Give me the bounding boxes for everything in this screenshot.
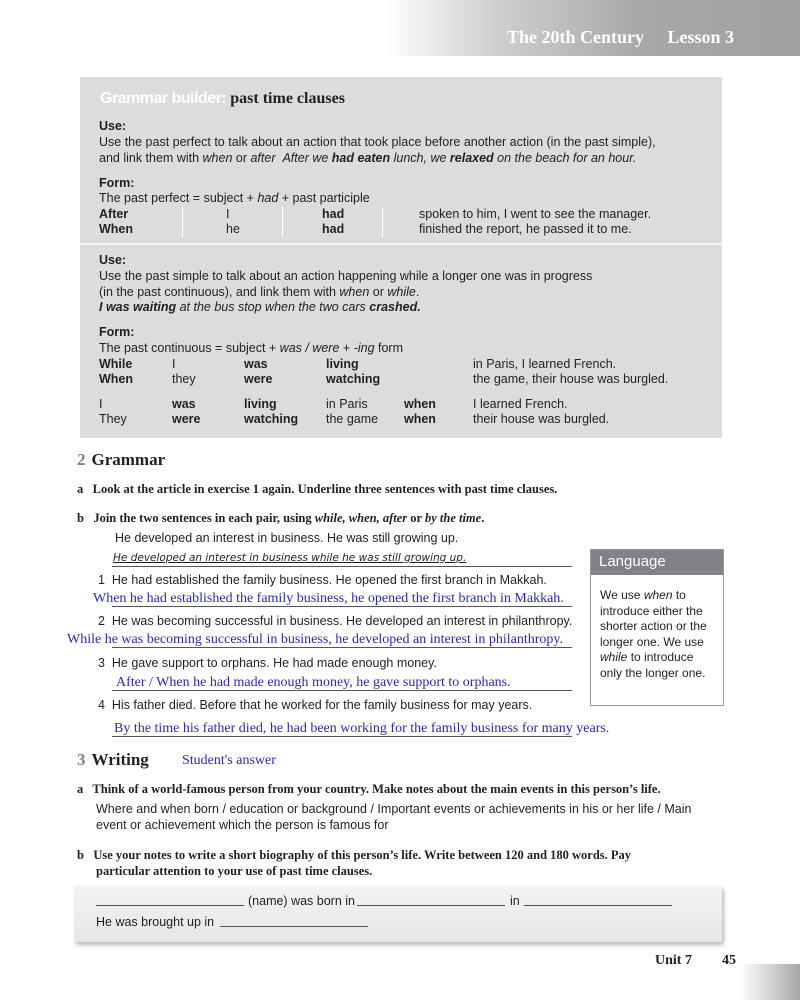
table-cell: were [172, 412, 201, 426]
use-text-2: (in the past continuous), and link them with when or while. [99, 285, 420, 299]
item-answer: After / When he had made enough money, he gave support to orphans. [116, 675, 511, 690]
item-answer: While he was becoming successful in business, he developed an interest in philanthropy. [67, 632, 563, 647]
table-cell: their house was burgled. [473, 412, 610, 426]
exercise-2b: b Join the two sentences in each pair, using while, when, after or by the time. [77, 511, 485, 525]
table-cell: I [172, 357, 176, 371]
form-text: The past continuous = subject + was / were + -ing form [99, 341, 403, 355]
table-cell: When [99, 372, 134, 386]
template-text: (name) was born in [248, 894, 355, 908]
use-text: Use the past simple to talk about an action happening while a longer one was in progress [99, 269, 593, 283]
table-cell: the game [326, 412, 379, 426]
table-cell: watching [326, 372, 381, 386]
grammar-builder-title: Grammar builder: past time clauses [100, 90, 345, 107]
blank-field[interactable] [220, 926, 368, 927]
table-cell: living [244, 397, 277, 411]
blank-field[interactable] [524, 905, 672, 906]
form-label: Form: [99, 176, 135, 190]
chapter-title: The 20th Century [506, 27, 644, 47]
student-answer-note: Student's answer [182, 753, 276, 768]
item-answer: By the time his father died, he had been working for the family business for many years. [114, 721, 610, 736]
table-cell: in Paris, I learned French. [473, 357, 617, 371]
exercise-3b: b Use your notes to write a short biography of this person’s life. Write between 120 and 180 words. Pay [77, 848, 632, 862]
table-cell: he [226, 222, 240, 236]
table-cell: finished the report, he passed it to me. [419, 222, 632, 236]
language-box-title: Language [591, 550, 723, 575]
use-text: Use the past perfect to talk about an action that took place before another action (in the past simple), [99, 135, 656, 149]
table-cell: they [172, 372, 196, 386]
table-cell: when [404, 412, 436, 426]
table-cell: were [244, 372, 273, 386]
language-box-text: We use when to introduce either the shorter action or the longer one. We use while to introduce only the longer one. [600, 588, 707, 680]
use-label: Use: [99, 253, 127, 267]
form-label: Form: [99, 325, 135, 339]
table-cell: I [226, 207, 230, 221]
exercise-2a: a Look at the article in exercise 1 again. Underline three sentences with past time clauses. [77, 482, 558, 496]
grammar-builder-box [80, 77, 722, 438]
table-cell: had [322, 207, 345, 221]
table-cell: After [99, 207, 129, 221]
example-text: I was waiting at the bus stop when the two cars crashed. [99, 300, 421, 314]
item-question: 3 He gave support to orphans. He had made enough money. [98, 656, 437, 670]
item-question: 1 He had established the family business. He opened the first branch in Makkah. [98, 573, 547, 587]
page-header [0, 0, 800, 56]
exercise-3a: a Think of a world-famous person from your country. Make notes about the main events in this person’s life. [77, 782, 661, 796]
template-text: in [510, 894, 520, 908]
table-cell: I [99, 397, 103, 411]
section-3-heading: 3 Writing [77, 750, 149, 769]
divider [80, 243, 722, 245]
use-label: Use: [99, 119, 127, 133]
table-cell: living [326, 357, 359, 371]
hint-text: event or achievement which the person is famous for [96, 818, 389, 832]
table-cell: watching [244, 412, 299, 426]
language-box [590, 549, 724, 706]
table-cell: was [244, 357, 268, 371]
table-cell: spoken to him, I went to see the manager. [419, 207, 652, 221]
table-cell: When [99, 222, 134, 236]
table-cell: I learned French. [473, 397, 568, 411]
unit-label: Unit 7 [655, 953, 692, 968]
hint-text: Where and when born / education or background / Important events or achievements in his or her life / Main [96, 802, 692, 816]
table-cell: was [172, 397, 196, 411]
form-text: The past perfect = subject + had + past participle [99, 191, 370, 205]
example-answer: He developed an interest in business while he was still growing up. [113, 552, 467, 564]
table-cell: had [322, 222, 345, 236]
table-cell: when [404, 397, 436, 411]
table-cell: in Paris [326, 397, 368, 411]
exercise-3b-cont: particular attention to your use of past time clauses. [96, 864, 373, 878]
writing-template-note [74, 886, 722, 942]
footer-bar [740, 964, 800, 1000]
table-cell: While [99, 357, 133, 371]
section-2-heading: 2 Grammar [77, 450, 166, 469]
item-answer: When he had established the family business, he opened the first branch in Makkah. [93, 591, 564, 606]
item-question: 4 His father died. Before that he worked for the family business for may years. [98, 698, 533, 712]
lesson-label: Lesson 3 [667, 27, 734, 47]
table-cell: the game, their house was burgled. [473, 372, 669, 386]
blank-field[interactable] [357, 905, 505, 906]
page-number: 45 [722, 953, 736, 968]
template-text: He was brought up in [96, 915, 215, 929]
table-cell: They [99, 412, 127, 426]
item-question: 2 He was becoming successful in business. He developed an interest in philanthropy. [98, 614, 573, 628]
use-text-2: and link them with when or after After we had eaten lunch, we relaxed on the beach for an hour. [99, 151, 637, 165]
example-question: He developed an interest in business. He was still growing up. [115, 531, 459, 545]
